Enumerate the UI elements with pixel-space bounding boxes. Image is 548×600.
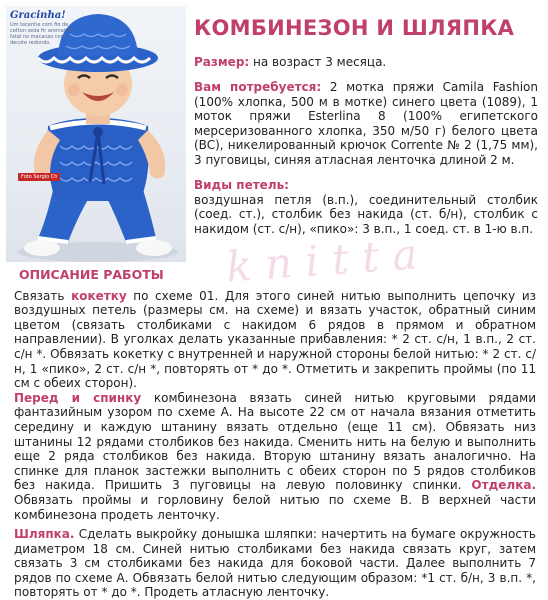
yoke-text: по схеме 01. Для этого синей нитью выполнить цепочку из воздушных петель (размеры см. на схеме) и вязать участок, обратный синим цветом (связать столбиками с накидом 6 рядов в прямом и обратном направлении). В уголках делать указанные прибавления: * 2 ст. с/н, 1 в.п., 2 ст. с/н *. Обвязать кокетку с внутренней и наружной стороны белой нитью: * 2 ст. с/н, 1 «пико», 2 ст. с/н *, повторять от * до *. Отметить и закрепить проймы (по 11 см с обеих сторон). (14, 288, 537, 391)
watermark: k n i t t a (224, 229, 419, 292)
stitches-label: Виды петель: (194, 178, 289, 192)
materials-block (194, 80, 538, 168)
body-text: комбинезона вязать синей нитью круговыми рядами фантазийным узором по схеме А. На высоте 22 см от начала вязания отметить середину и каждую штанину вязать отдельно (еще 11 см). Обвязать низ штанины 12 рядами столбиков без накида. Сменить нить на белую и выполнить еще 2 ряда столбиков без накида. Вторую штанину вязать аналогично. На спинке для планок застежки выполнить с обеих сторон по 5 рядов столбиков без накида. Пришить 3 пуговицы на левую половинку спинки. (14, 390, 536, 493)
photo-caption-title: Gracinha! (10, 10, 66, 21)
materials-label: Вам потребуется: (194, 80, 322, 94)
stitches-block (194, 178, 538, 236)
size-block (194, 55, 538, 70)
yoke-label: кокетку (71, 288, 127, 303)
finish-label: Отделка. (471, 478, 536, 493)
work-title: ОПИСАНИЕ РАБОТЫ (19, 267, 164, 282)
hat-text: Сделать выкройку донышка шляпки: начертить на бумаге окружность диаметром 18 см. Синей нитью столбиками без накида связать круг, затем связать 3 см столбиками без накида для боковой части. Далее выполнить 7 рядов по схеме А. Обвязать белой нитью следующим образом: *1 ст. б/н, 3 в.п. *, повторять от * до *. Продеть атласную ленточку. (14, 527, 536, 600)
stitches-text: воздушная петля (в.п.), соединительный столбик (соед. ст.), столбик без накида (ст. б/н), столбик с накидом (ст. с/н), «пико»: 3 в.п., 1 соед. ст. в 1-ю в.п. (194, 192, 538, 236)
yoke-intro: Связать (14, 288, 72, 303)
hat-label: Шляпка. (14, 527, 75, 542)
page-title: КОМБИНЕЗОН И ШЛЯПКА (194, 16, 515, 40)
baby-photo (6, 6, 186, 262)
size-text: на возраст 3 месяца. (249, 55, 387, 69)
photo-tag: Foto Sergio Ch (18, 173, 60, 181)
hat-paragraph (14, 527, 536, 600)
body-label: Перед и спинку (14, 390, 142, 405)
photo-caption (10, 10, 80, 46)
materials-text: 2 мотка пряжи Camila Fashion (100% хлопка, 500 м в мотке) синего цвета (1089), 1 моток пряжи Esterlina 8 (100% египетского мерсеризованного хлопка, 350 м/50 г) белого цвета (BC), никелированный крючок Corrente № 2 (1,75 мм), 3 пуговицы, синяя атласная ленточка длиной 2 м. (194, 80, 538, 167)
work-description (14, 268, 536, 600)
size-label: Размер: (194, 55, 250, 69)
photo-caption-sub: Um tecenhe com fio de cotton seda fir aromatico fatal no macacao com decote redondo. (10, 22, 74, 46)
finish-text: Обвязать проймы и горловину белой нитью по схеме В. В верхней части комбинезона продеть ленточку. (14, 492, 536, 522)
body-paragraph (14, 391, 536, 522)
yoke-paragraph (14, 289, 536, 391)
